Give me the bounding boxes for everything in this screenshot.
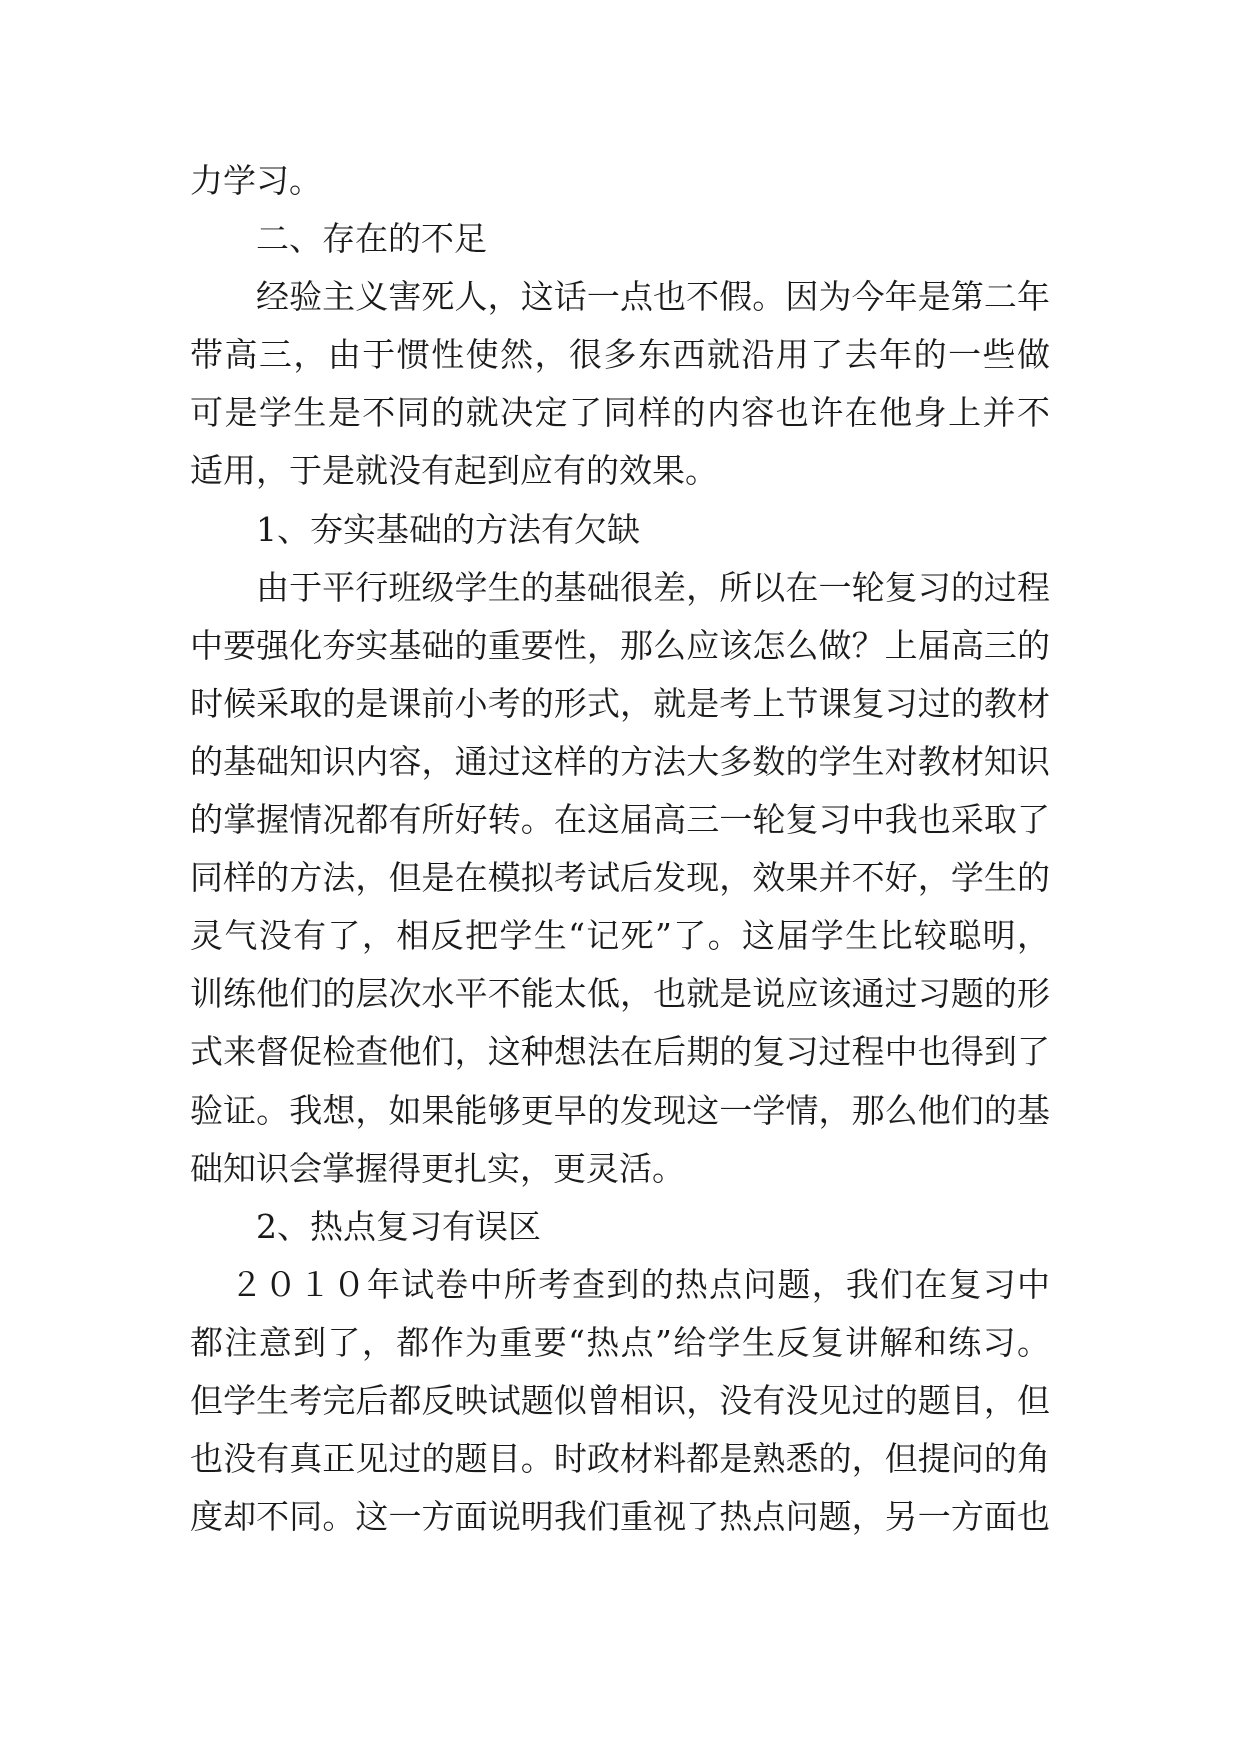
body-text xyxy=(190,152,1050,1546)
text-line: 础知识会掌握得更扎实，更灵活。 xyxy=(190,1148,685,1188)
text-line: 训练他们的层次水平不能太低，也就是说应该通过习题的形 xyxy=(190,974,1050,1014)
text-line: 适用，于是就没有起到应有的效果。 xyxy=(190,451,718,491)
text-line: 验证。我想，如果能够更早的发现这一学情，那么他们的基 xyxy=(190,1090,1050,1130)
text-line: 带高三，由于惯性使然，很多东西就沿用了去年的一些做 xyxy=(190,335,1050,375)
text-line: 式来督促检查他们，这种想法在后期的复习过程中也得到了 xyxy=(190,1032,1050,1072)
text-line: 可是学生是不同的就决定了同样的内容也许在他身上并不 xyxy=(190,393,1050,433)
text-line: 力学习。 xyxy=(190,161,322,200)
text-line: 时候采取的是课前小考的形式，就是考上节课复习过的教材 xyxy=(190,683,1050,723)
text-line: 度却不同。这一方面说明我们重视了热点问题，另一方面也 xyxy=(190,1497,1050,1537)
subsection-heading: 1、夯实基础的方法有欠缺 xyxy=(256,509,640,549)
text-line: 由于平行班级学生的基础很差，所以在一轮复习的过程 xyxy=(256,567,1050,607)
text-line: 都注意到了，都作为重要“热点”给学生反复讲解和练习。 xyxy=(190,1322,1050,1362)
text-line: 同样的方法，但是在模拟考试后发现，效果并不好，学生的 xyxy=(190,858,1050,898)
text-line: 灵气没有了，相反把学生“记死”了。这届学生比较聪明， xyxy=(190,916,1050,956)
section-heading: 二、存在的不足 xyxy=(256,219,487,259)
text-line: 但学生考完后都反映试题似曾相识，没有没见过的题目，但 xyxy=(190,1380,1050,1420)
text-line: 也没有真正见过的题目。时政材料都是熟悉的，但提问的角 xyxy=(190,1439,1050,1479)
text-line: 的基础知识内容，通过这样的方法大多数的学生对教材知识 xyxy=(190,741,1050,781)
text-line: 经验主义害死人，这话一点也不假。因为今年是第二年 xyxy=(256,277,1050,317)
text-line: 中要强化夯实基础的重要性，那么应该怎么做？上届高三的 xyxy=(190,625,1050,665)
text-line: 的掌握情况都有所好转。在这届高三一轮复习中我也采取了 xyxy=(190,800,1050,840)
text-line: ２０１０年试卷中所考查到的热点问题，我们在复习中 xyxy=(230,1264,1050,1304)
subsection-heading: 2、热点复习有误区 xyxy=(256,1206,541,1246)
